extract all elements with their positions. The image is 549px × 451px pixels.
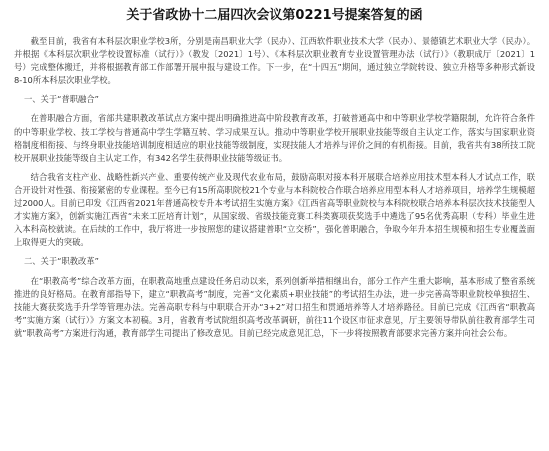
reform-paragraph-1: 在“职教高考”综合改革方面，在职教高地重点建设任务启动以来，系列创新举措相继出台，部分工作产生重大影响，基本形成了整省系统推进的良好格局。在教育部指导下，建立“职教高考”制度，完善“文化素质+职业技能”的考试招生办法，进一步完善高等职业院校单独招生、技能大赛获奖选手升学等管理办法。完善高职专科与中职联合开办“3+2”对口招生和贯通培养等人才培养路径。目前已完成《江西省“职教高考”实施方案（试行）》方案文本初稿。3月，省教育考试院组织高考改革调研，前往11个设区市征求意见，厅主要领导带队前往教育部学生司就“职教高考”方案进行沟通，教育部学生司提出了修改意见。目前已经完成意见汇总，下一步将按照教育部要求完善方案并向社会公布。 bbox=[14, 275, 535, 338]
document-title: 关于省政协十二届四次会议第0221号提案答复的函 bbox=[126, 8, 423, 23]
integration-paragraph-2: 结合我省支柱产业、战略性新兴产业、重要传统产业及现代农业布局，鼓励高职对接本科开展联合培养应用技术型本科人才试点工作，联合开设针对性强、衔接紧密的专业课程。至今已有15所高职院校21个专业与本科院校合作联合培养应用型本科人才培养项目，培养学生规模超过2000人。目前已印发《江西省2021年普通高校专升本考试招生实施方案》《江西省高等职业院校与本科院校联合培养本科层次技术技能型人才实施方案》，创新实施江西省“未来工匠培育计划”，从国家级、省级技能竞赛工科类赛项获奖选手中遴选了95名优秀高职（专科）毕业生进入本科高校就读。在后续的工作中，我厅将进一步按照您的建议搭建普职“立交桥”，强化普职融合，争取今年升本招生规模和招生专业覆盖面上取得更大的突破。 bbox=[14, 171, 535, 248]
integration-paragraph-1: 在普职融合方面，省部共建职教改革试点方案中提出明确推进高中阶段教育改革，打破普通高中和中等职业学校学籍限制，允许符合条件的中等职业学校、技工学校与普通高中学生学籍互转、学习成果互认。推动中等职业学校开展职业技能等级自主认定工作，落实与国家职业资格制度相衔接、与终身职业技能培训制度相适应的职业技能等级制度，实现技能人才培养与评价之间的有机衔接。目前，我省共有38所技工院校开展职业技能等级自主认定工作，有342名学生获得职业技能等级证书。 bbox=[14, 113, 535, 163]
section-heading-reform: 二、关于“职教改革” bbox=[23, 256, 99, 267]
section-heading-integration: 一、关于“普职融合” bbox=[23, 94, 99, 105]
intro-paragraph: 截至目前，我省有本科层次职业学校3所，分别是南昌职业大学（民办）、江西软件职业技术大学（民办）、景德镇艺术职业大学（民办）。并根据《本科层次职业学校设置标准（试行）》（教发〔2021〕1号）、《本科层次职业教育专业设置管理办法（试行）》（教职成厅〔2021〕1号）完成整体搬迁，并将根据教育部工作部署开展申报与建设工作。下一步，在“十四五”期间，通过独立学院转设、独立升格等多种形式新设8-10所本科层次职业学校。 bbox=[14, 36, 535, 86]
